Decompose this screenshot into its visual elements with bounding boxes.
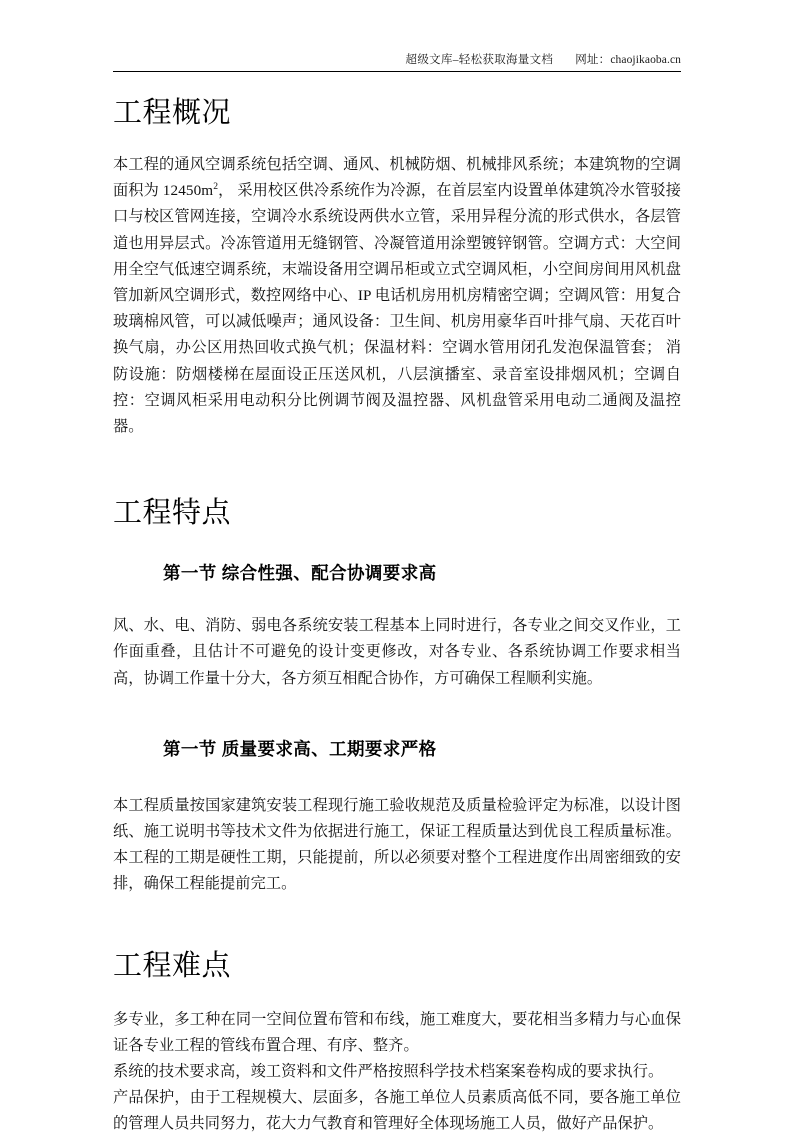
- spacer: [113, 440, 681, 492]
- paragraph-project-overview: [113, 152, 681, 440]
- spacer: [113, 763, 681, 793]
- heading-project-overview: 工程概况: [113, 95, 232, 129]
- spacer: [113, 692, 681, 737]
- paragraph-difficulty-3: 产品保护，由于工程规模大、层面多，各施工单位人员素质高低不同，要各施工单位的管理人员共同努力，花大力气教育和管理好全体现场施工人员，做好产品保护。: [113, 1089, 681, 1133]
- subheading-quality-schedule: [113, 737, 681, 763]
- overview-text-b: ， 采用校区供冷系统作为冷源，在首层室内设置单体建筑冷水管驳接口与校区管网连接，空调冷水系统设两供水立管，采用异程分流的形式供水，各层管道也用异层式。冷冻管道用无缝钢管、冷凝管道用涂塑镀锌钢管。空调方式：大空间用全空气低速空调系统，末端设备用空调吊柜或立式空调风柜，小空间房间用风机盘管加新风空调形式，数控网络中心、IP 电话机房用机房精密空调；空调风管：用复合玻璃棉风管，可以减低噪声；通风设备：卫生间、机房用豪华百叶排气扇、天花百叶换气扇，办公区用热回收式换气机；保温材料：空调水管用闭孔发泡保温管套； 消防设施：防烟楼梯在屋面设正压送风机，八层演播室、录音室设排烟风机；空调自控：空调风柜采用电动积分比例调节阀及温控器、风机盘管采用电动二通阀及温控器。: [113, 182, 681, 436]
- header-url-label: 网址：: [575, 54, 611, 66]
- header-text-line: [113, 52, 681, 68]
- header-url[interactable]: chaojikaoba.cn: [610, 54, 681, 66]
- paragraph-difficulty-2: 系统的技术要求高，竣工资料和文件严格按照科学技术档案案卷构成的要求执行。: [113, 1063, 664, 1081]
- subheading-section-label-1: 第一节: [163, 564, 217, 585]
- header-site-name: 超级文库–轻松获取海量文档: [405, 54, 554, 66]
- heading-project-difficulties: 工程难点: [113, 947, 232, 982]
- subheading-section-label-2: 第一节: [163, 739, 217, 760]
- overview-superscript: 2: [213, 181, 219, 193]
- paragraph-difficulty-1: 多专业，多工种在同一空间位置布管和布线，施工难度大，要花相当多精力与心血保证各专业工程的管线布置合理、有序、整齐。: [113, 1010, 681, 1054]
- spacer: [113, 985, 681, 1007]
- page-header: [113, 52, 681, 72]
- subheading-title-1: 综合性强、配合协调要求高: [221, 564, 437, 585]
- header-divider: [113, 71, 681, 72]
- document-content: [113, 92, 681, 1138]
- spacer: [113, 898, 681, 945]
- subheading-title-2: 质量要求高、工期要求严格: [221, 739, 437, 760]
- paragraph-coordination: 风、水、电、消防、弱电各系统安装工程基本上同时进行，各专业之间交叉作业，工作面重叠，且估计不可避免的设计变更修改，对各专业、各系统协调工作要求相当高，协调工作量十分大，各方须互相配合协作，方可确保工程顺利实施。: [113, 617, 681, 687]
- spacer: [113, 587, 681, 613]
- heading-project-features: 工程特点: [113, 495, 232, 530]
- spacer: [113, 532, 681, 561]
- spacer: [113, 132, 681, 152]
- paragraph-quality-schedule: 本工程质量按国家建筑安装工程现行施工验收规范及质量检验评定为标准，以设计图纸、施工说明书等技术文件为依据进行施工，保证工程质量达到优良工程质量标准。本工程的工期是硬性工期，只能提前，所以必须要对整个工程进度作出周密细致的安排，确保工程能提前完工。: [113, 796, 681, 893]
- subheading-coordination: [113, 561, 681, 587]
- overview-text-a: 本工程的通风空调系统包括空调、通风、机械防烟、机械排风系统；本建筑物的空调面积为 12450m: [113, 156, 681, 200]
